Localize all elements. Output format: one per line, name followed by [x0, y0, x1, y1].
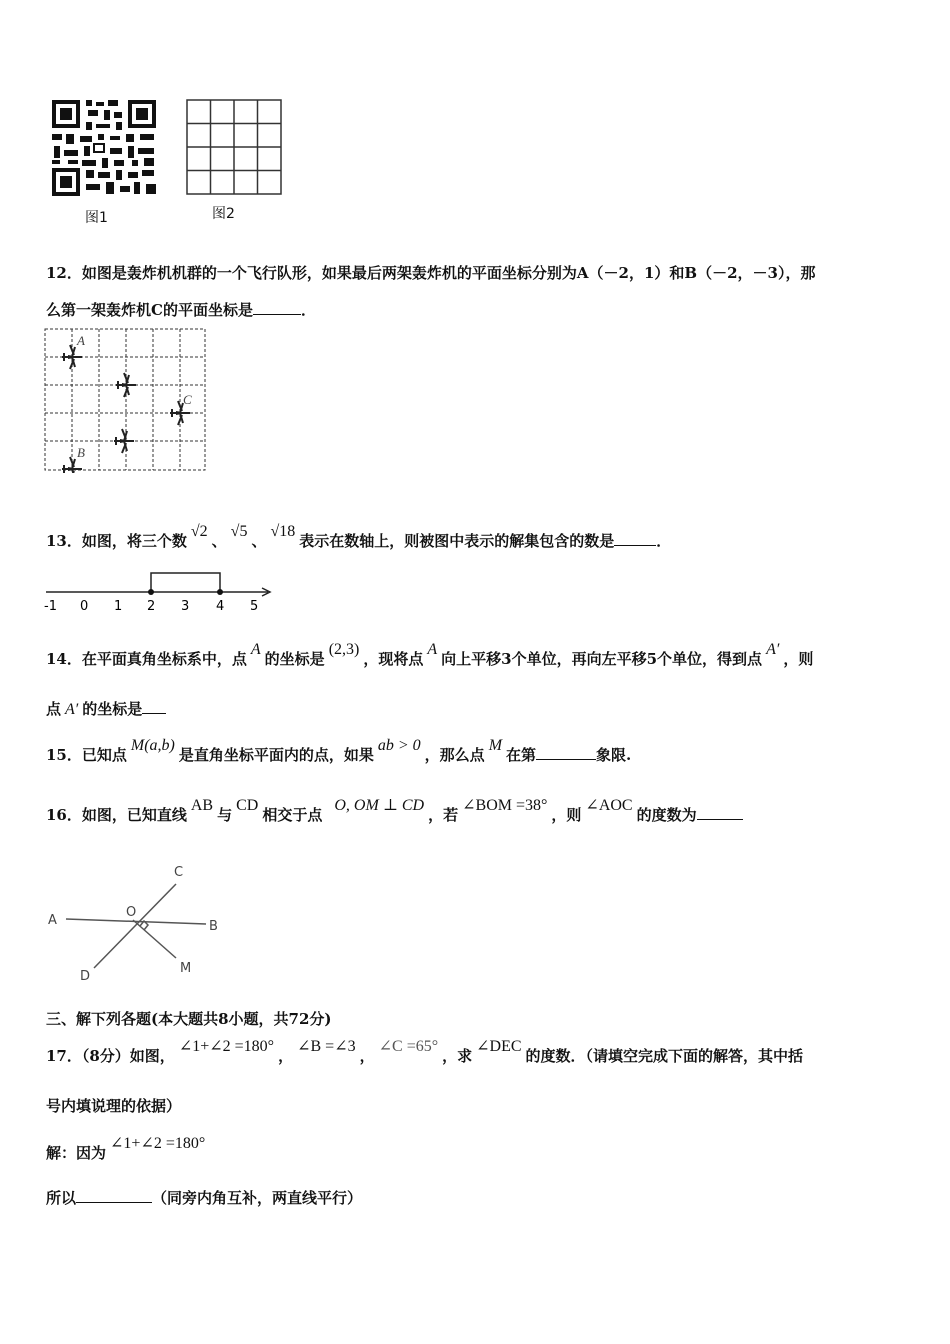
q17-angle-DEC: ∠DEC [476, 1038, 522, 1055]
q14-point-A: A [427, 641, 438, 658]
tick-label: 2 [147, 599, 156, 614]
q14-answer-blank[interactable] [142, 699, 166, 714]
q12-answer-blank[interactable] [253, 300, 301, 315]
q13-answer-blank[interactable] [614, 531, 656, 546]
q13-line [46, 523, 672, 551]
plane-2 [116, 373, 136, 397]
plane-label-A: A [77, 333, 85, 348]
qr-code-figure [50, 98, 160, 198]
q17-text: 17．（8分）如图， [46, 1047, 175, 1065]
q17-solution-equation: ∠1+∠2 =180° [110, 1135, 206, 1152]
fig-label-B: B [209, 919, 218, 934]
q16-text: 与 [217, 806, 233, 824]
q16-angle-AOC: ∠AOC [585, 797, 633, 814]
q17-text: ，求 [442, 1047, 473, 1065]
q17-text: ， [278, 1047, 294, 1065]
q16-answer-blank[interactable] [697, 805, 743, 820]
q13-prefix: 13．如图，将三个数 [46, 532, 187, 550]
q16-line-AB: AB [190, 797, 214, 814]
plane-4 [114, 429, 134, 453]
q16-text: ，则 [551, 806, 582, 824]
section-heading: 三、解下列各题(本大题共8小题，共72分) [46, 1010, 332, 1028]
tick-label: 5 [250, 599, 259, 614]
q15-text: ，那么点 [424, 746, 485, 764]
number-line-figure [40, 566, 280, 616]
fig1-caption: 图1 [85, 210, 108, 226]
q14-coord: (2,3) [328, 641, 360, 658]
q15-answer-blank[interactable] [536, 745, 596, 760]
q14-text: 向上平移 [441, 650, 502, 668]
tick-label: 4 [216, 599, 225, 614]
q17-text: ， [359, 1047, 375, 1065]
q14-line2 [46, 698, 166, 719]
q13-end: ． [656, 532, 672, 550]
tick-label: 0 [80, 599, 89, 614]
q16-text: 16．如图，已知直线 [46, 806, 187, 824]
q16-text: 相交于点 [262, 806, 323, 824]
q12-line2-prefix: 么第一架轰炸机C的平面坐标是 [46, 301, 253, 319]
q17-line2: 号内填说理的依据） [46, 1097, 182, 1115]
q17-line1 [46, 1038, 804, 1066]
q16-angle-BOM: ∠BOM =38° [462, 797, 548, 814]
q15-text: 象限. [596, 746, 632, 764]
q17-so-line [46, 1187, 362, 1208]
fig-label-A: A [48, 913, 57, 928]
q15-text: 15．已知点 [46, 746, 127, 764]
q14-point-Aprime: A′ [65, 701, 79, 718]
grid-4x4-figure [185, 98, 285, 198]
q17-reason: （同旁内角互补，两直线平行） [152, 1189, 363, 1207]
q17-text: 的度数．（请填空完成下面的解答，其中括 [525, 1047, 804, 1065]
q15-point-M: M [488, 737, 503, 754]
q14-line1 [46, 641, 814, 669]
tick-label: -1 [44, 599, 57, 614]
q13-num1: √2 [190, 523, 208, 540]
q13-sep1: 、 [211, 532, 227, 550]
q14-text: ，则 [783, 650, 814, 668]
fig2-caption: 图2 [212, 206, 235, 222]
plane-label-B: B [77, 445, 85, 460]
q17-condition-1: ∠1+∠2 =180° [178, 1038, 275, 1055]
tick-label: 1 [114, 599, 123, 614]
q13-sep2: 、 [251, 532, 267, 550]
q14-point-A: A [250, 641, 261, 658]
q14-text: 的坐标是 [82, 700, 143, 718]
q14-point-Aprime: A′ [766, 641, 780, 658]
tick-label: 3 [181, 599, 190, 614]
q13-num3: √18 [270, 523, 296, 540]
q13-num2: √5 [230, 523, 248, 540]
q17-condition-2: ∠B =∠3 [297, 1038, 356, 1055]
q14-text: ，现将点 [363, 650, 424, 668]
q14-text: 个单位，再向左平移 [511, 650, 647, 668]
q16-text: ，若 [428, 806, 459, 824]
q14-text: 的坐标是 [264, 650, 325, 668]
bomber-formation-figure [44, 328, 209, 473]
q12-line2 [46, 299, 316, 320]
q17-condition-3: ∠C =65° [378, 1038, 439, 1055]
q14-text: 点 [46, 700, 62, 718]
q16-condition: O, OM ⊥ CD [334, 797, 425, 814]
q12-line1: 12．如图是轰炸机机群的一个飞行队形，如果最后两架轰炸机的平面坐标分别为A（－2，1）和B（－2，－3），那 [46, 264, 816, 282]
q17-answer-blank[interactable] [76, 1188, 152, 1203]
intersecting-lines-figure [44, 860, 234, 985]
q12-line2-suffix: ． [300, 301, 316, 319]
q13-suffix: 表示在数轴上，则被图中表示的解集包含的数是 [299, 532, 615, 550]
plane-label-C: C [183, 392, 192, 407]
q15-point-M: M(a,b) [130, 737, 175, 754]
q15-line [46, 737, 632, 765]
fig-label-C: C [174, 865, 184, 880]
q14-text: 个单位，得到点 [657, 650, 763, 668]
q14-text: 14．在平面真角坐标系中，点 [46, 650, 247, 668]
q16-text: 的度数为 [636, 806, 697, 824]
q17-text: 所以 [46, 1189, 77, 1207]
plane-A [62, 345, 82, 369]
q16-line-CD: CD [236, 797, 259, 814]
q14-number: 5 [646, 650, 658, 668]
fig-label-O: O [126, 905, 137, 920]
q15-text: 是直角坐标平面内的点，如果 [178, 746, 374, 764]
q17-solution-line [46, 1135, 209, 1163]
fig-label-M: M [180, 961, 192, 976]
q17-text: 解：因为 [46, 1144, 107, 1162]
q14-number: 3 [501, 650, 512, 668]
fig-label-D: D [80, 969, 91, 984]
q16-line [46, 797, 743, 825]
q15-condition: ab > 0 [377, 737, 421, 754]
q15-text: 在第 [506, 746, 537, 764]
